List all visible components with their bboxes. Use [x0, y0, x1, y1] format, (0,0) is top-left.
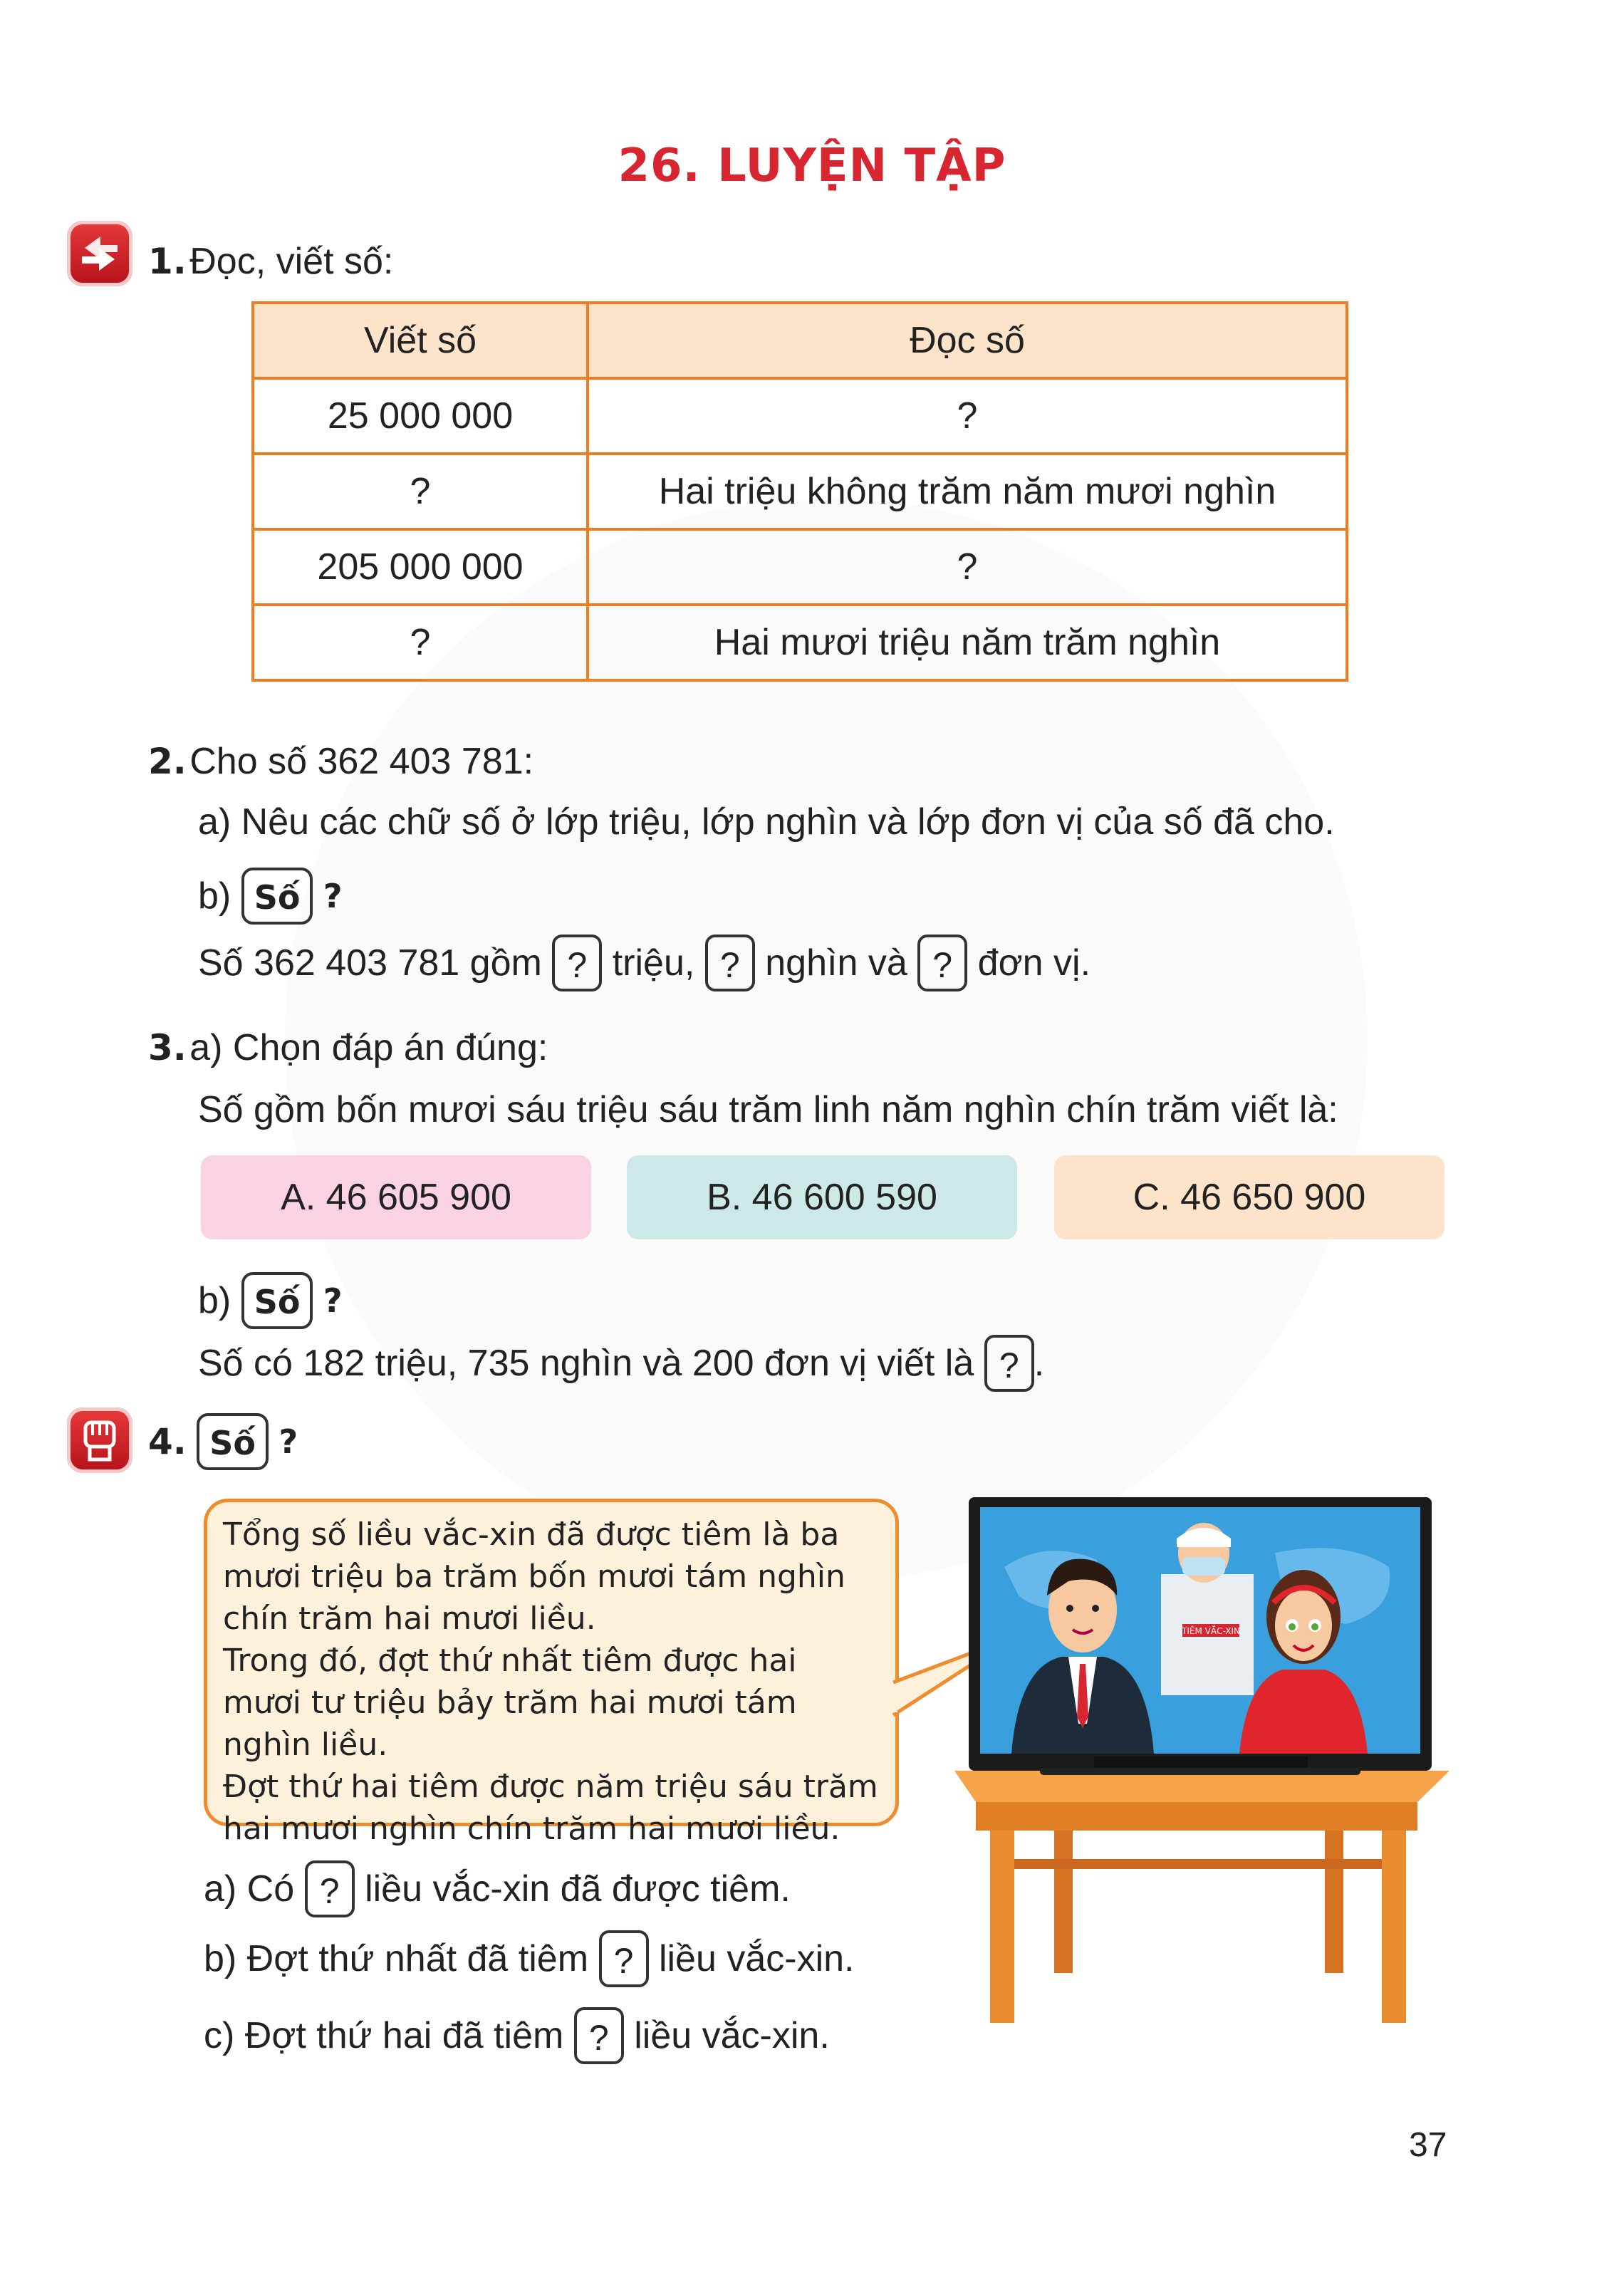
page-title: 26. LUYỆN TẬP: [618, 140, 1006, 192]
exercise-1-number: 1.: [148, 241, 187, 282]
table-cell: 25 000 000: [253, 378, 588, 454]
read-write-table: [251, 301, 1348, 682]
exercise-2a-text: a) Nêu các chữ số ở lớp triệu, lớp nghìn và lớp đơn vị của số đã cho.: [198, 801, 1335, 843]
table-header-row: [253, 303, 1347, 378]
table-row: [253, 378, 1347, 454]
fist-icon: [67, 1407, 132, 1473]
exercise-3-question: Số gồm bốn mươi sáu triệu sáu trăm linh năm nghìn chín trăm viết là:: [198, 1089, 1338, 1130]
table-cell: Hai triệu không trăm năm mươi nghìn: [588, 454, 1347, 529]
table-row: [253, 529, 1347, 605]
table-cell: 205 000 000: [253, 529, 588, 605]
speech-bubble: [204, 1499, 899, 1847]
exercise-2b-label: b): [198, 875, 231, 917]
exercise-4a-text: liều vắc-xin đã được tiêm.: [365, 1868, 791, 1910]
exercise-3a-text: a) Chọn đáp án đúng:: [189, 1027, 548, 1068]
table-header-cell: Viết số: [253, 303, 588, 378]
exercise-4b-text: liều vắc-xin.: [658, 1938, 855, 1979]
question-mark: ?: [323, 1281, 343, 1320]
answer-box[interactable]: ?: [984, 1335, 1034, 1392]
answer-box[interactable]: ?: [305, 1860, 355, 1917]
exercise-2-number: 2.: [148, 741, 187, 782]
so-label-box: Số: [197, 1413, 269, 1470]
option-c-label: C. 46 650 900: [1133, 1177, 1366, 1218]
table-cell: ?: [253, 605, 588, 680]
table-row: [253, 454, 1347, 529]
exercise-3b-label: b): [198, 1280, 231, 1321]
tv-caption: TIÊM VẮC-XIN: [1182, 1626, 1240, 1636]
practice-icon: [67, 221, 132, 286]
bubble-paragraph: Trong đó, đợt thứ nhất tiêm được hai mươi tư triệu bảy trăm hai mươi tám nghìn liều.: [223, 1643, 797, 1763]
option-a[interactable]: [201, 1155, 591, 1239]
exercise-3b-text: Số có 182 triệu, 735 nghìn và 200 đơn vị viết là: [198, 1343, 974, 1384]
page-number: 37: [1409, 2126, 1447, 2164]
exercise-3b-end: .: [1034, 1343, 1045, 1384]
table-header-cell: Đọc số: [588, 303, 1347, 378]
exercise-4c-text: c) Đợt thứ hai đã tiêm: [204, 2015, 564, 2056]
exercise-2b-text: đơn vị.: [977, 942, 1091, 984]
question-mark: ?: [323, 877, 343, 915]
table-cell: Hai mươi triệu năm trăm nghìn: [588, 605, 1347, 680]
answer-box[interactable]: ?: [599, 1930, 649, 1987]
answer-box[interactable]: ?: [552, 935, 602, 991]
bubble-paragraph: Đợt thứ hai tiêm được năm triệu sáu trăm hai mươi nghìn chín trăm hai mươi liều.: [223, 1769, 878, 1847]
option-a-label: A. 46 605 900: [281, 1177, 511, 1218]
table-cell: ?: [253, 454, 588, 529]
option-b[interactable]: [627, 1155, 1017, 1239]
exercise-2-prompt: Cho số 362 403 781:: [189, 741, 534, 782]
exercise-2b-text: nghìn và: [765, 942, 907, 984]
exercise-4b-text: b) Đợt thứ nhất đã tiêm: [204, 1938, 589, 1979]
exercise-2b-text: Số 362 403 781 gồm: [198, 942, 542, 984]
table-row: [253, 605, 1347, 680]
exercise-3-number: 3.: [148, 1027, 187, 1068]
table-cell: ?: [588, 529, 1347, 605]
question-mark: ?: [279, 1422, 298, 1461]
exercise-4c-text: liều vắc-xin.: [634, 2015, 830, 2056]
tv-news-illustration: [947, 1489, 1460, 2030]
so-label-box: Số: [241, 1272, 313, 1329]
answer-box[interactable]: ?: [574, 2007, 624, 2064]
bubble-paragraph: Tổng số liều vắc-xin đã được tiêm là ba mươi triệu ba trăm bốn mươi tám nghìn chín trăm hai mươi liều.: [223, 1516, 845, 1637]
exercise-1-prompt: Đọc, viết số:: [189, 241, 394, 282]
answer-box[interactable]: ?: [917, 935, 967, 991]
exercise-2b-text: triệu,: [612, 942, 695, 984]
exercise-4a-text: a) Có: [204, 1868, 295, 1910]
option-c[interactable]: [1054, 1155, 1445, 1239]
so-label-box: Số: [241, 868, 313, 925]
answer-box[interactable]: ?: [705, 935, 755, 991]
exercise-4-number: 4.: [148, 1421, 187, 1462]
table-cell: ?: [588, 378, 1347, 454]
option-b-label: B. 46 600 590: [707, 1177, 937, 1218]
